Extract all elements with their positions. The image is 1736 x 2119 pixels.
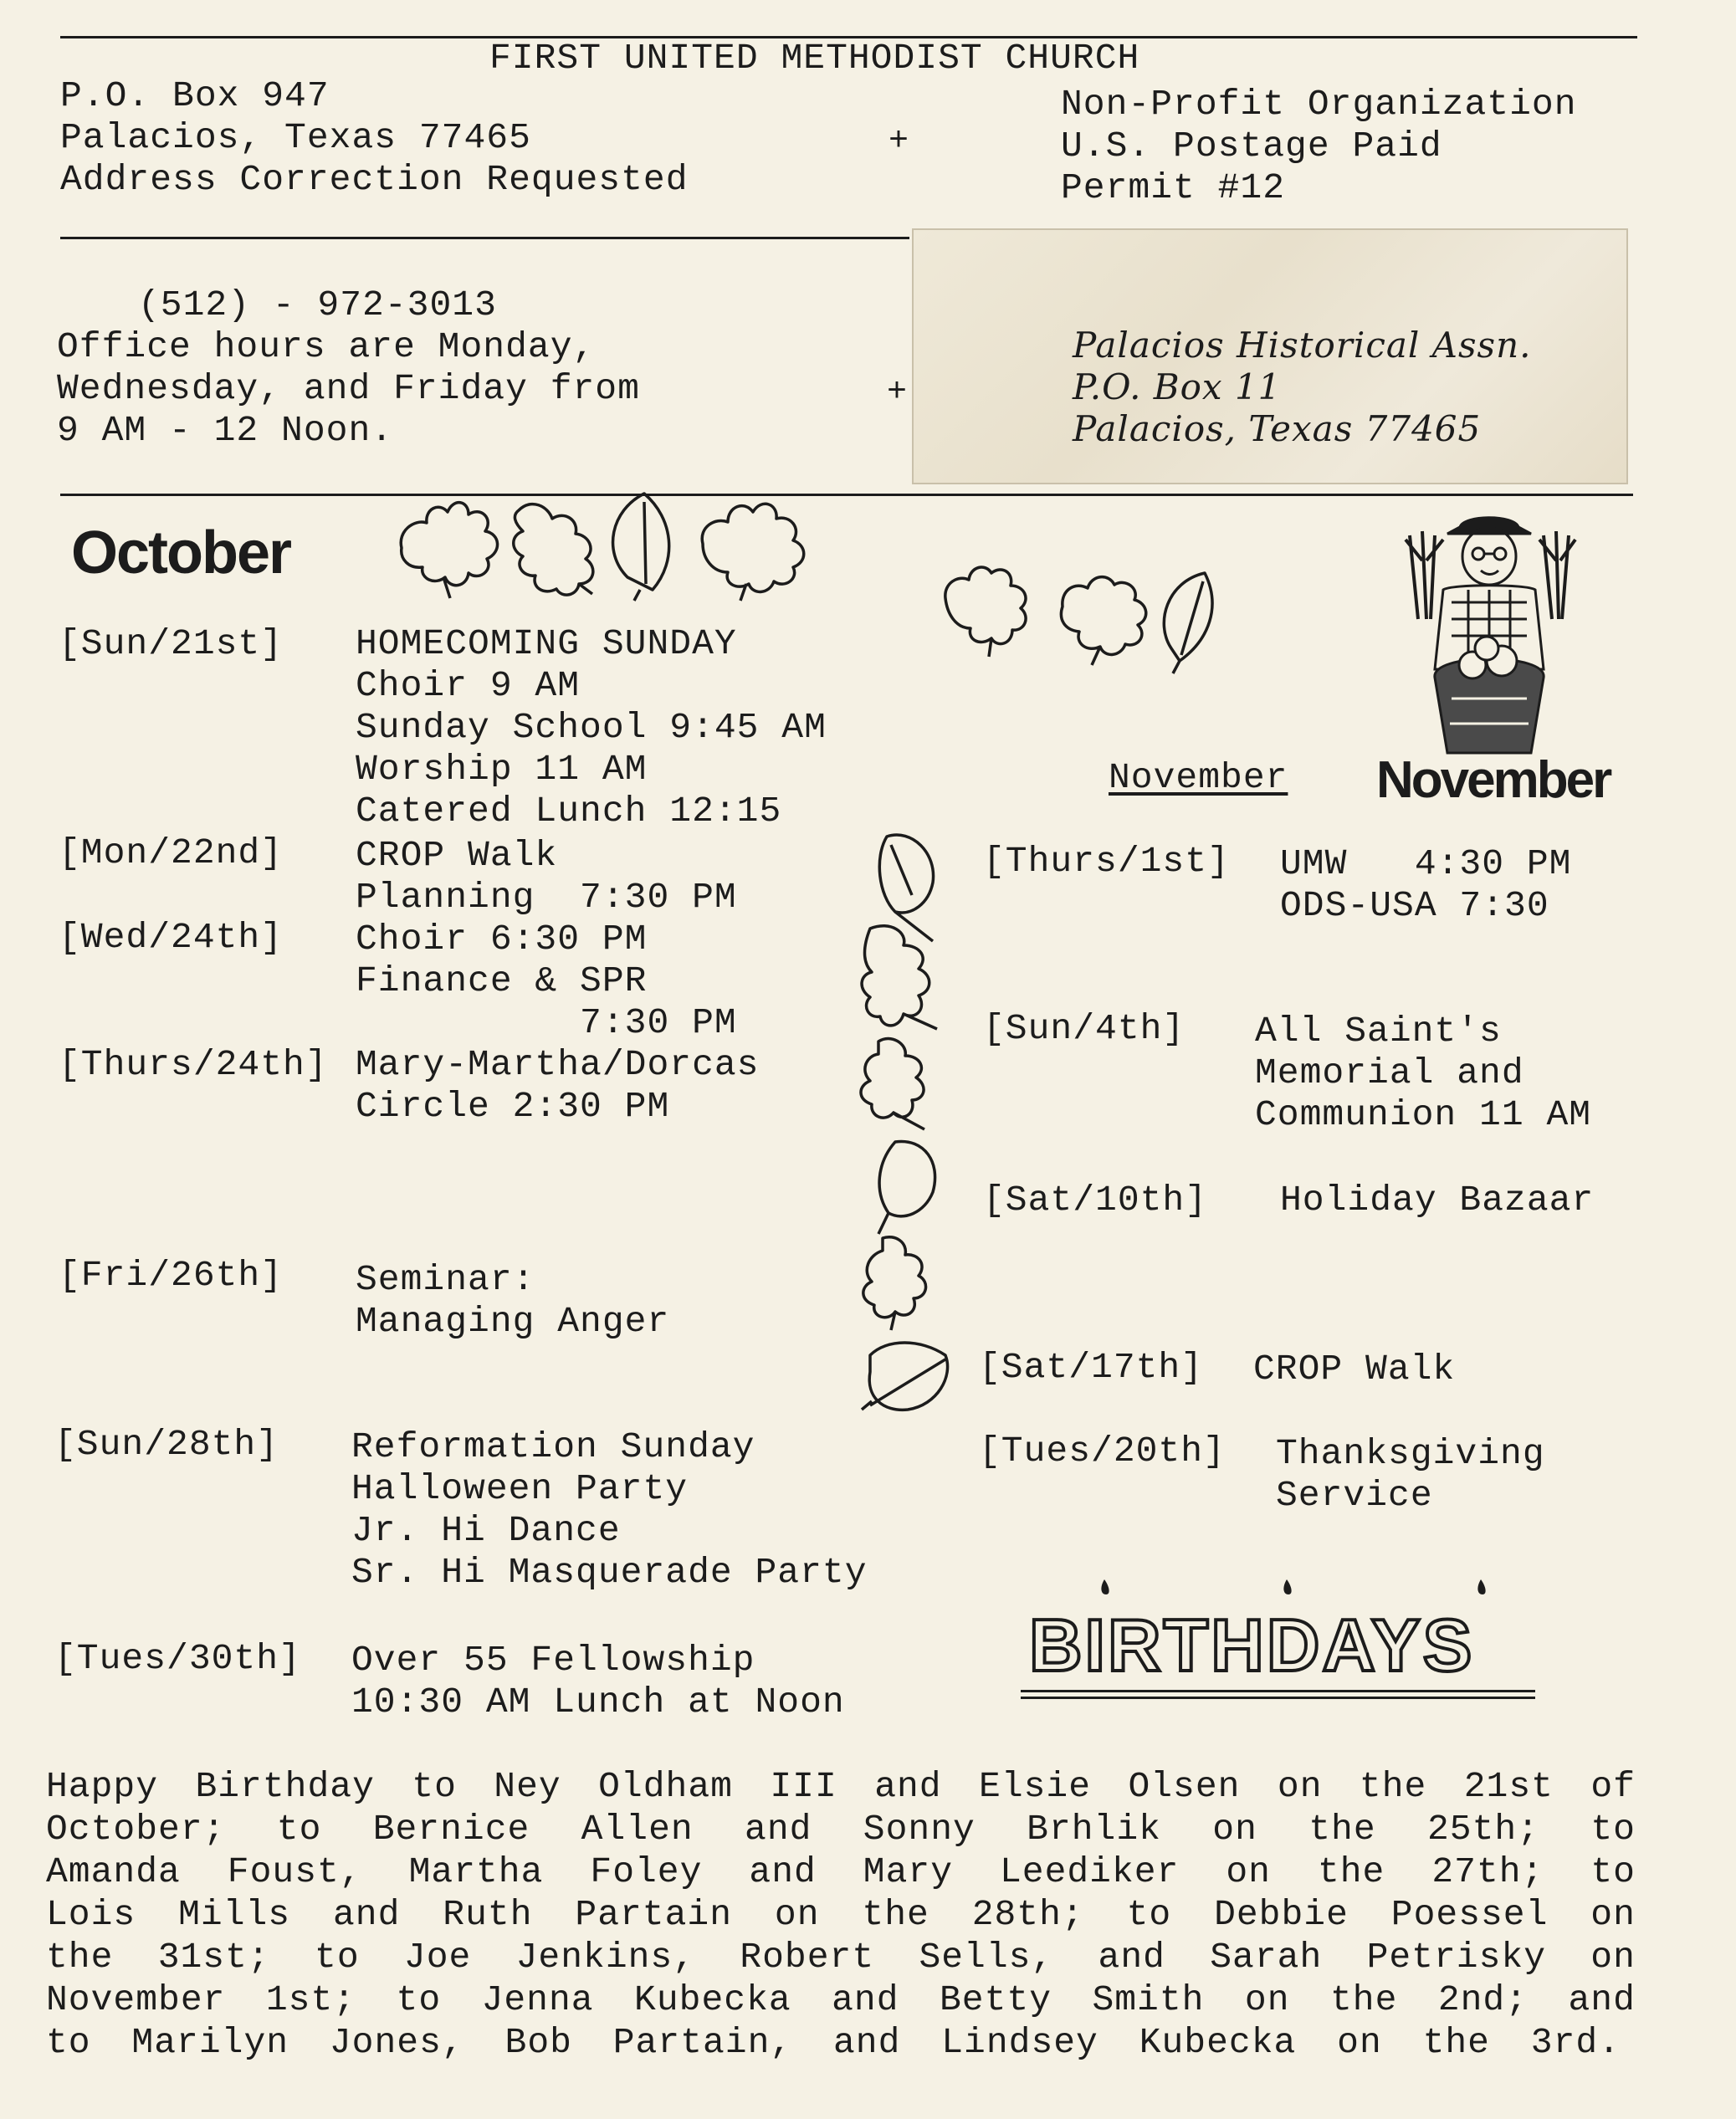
- return-address-line-1: P.O. Box 947: [60, 75, 330, 116]
- event-date: [Tues/20th]: [979, 1431, 1226, 1472]
- event-line: Catered Lunch 12:15: [356, 791, 782, 832]
- event-line: Choir 9 AM: [356, 665, 581, 706]
- elm-leaf-2-icon: [1164, 573, 1212, 673]
- postage-line-3: Permit #12: [1061, 167, 1286, 208]
- paragraph-line: November 1st; to Jenna Kubecka and Betty Smith on the 2nd; and: [46, 1979, 1636, 2020]
- event-line: Communion 11 AM: [1255, 1094, 1592, 1135]
- birthdays-heading: [1021, 1573, 1535, 1707]
- postage-line-2: U.S. Postage Paid: [1061, 125, 1442, 166]
- event-line: HOMECOMING SUNDAY: [356, 623, 737, 664]
- event-date: [Sat/10th]: [983, 1180, 1208, 1221]
- column-leaf-5-icon: [863, 1237, 926, 1330]
- paragraph-line: Happy Birthday to Ney Oldham III and Elsie Olsen on the 21st of: [46, 1766, 1636, 1807]
- event-date: [Mon/22nd]: [59, 832, 284, 873]
- october-heading: October: [71, 520, 291, 586]
- event-line: 10:30 AM Lunch at Noon: [351, 1681, 845, 1722]
- event-date: [Sun/21st]: [59, 623, 284, 664]
- farmer-illustration-icon: [1385, 510, 1594, 761]
- office-hours-line-3: 9 AM - 12 Noon.: [57, 410, 394, 451]
- event-date: [Fri/26th]: [59, 1255, 284, 1296]
- event-line: Choir 6:30 PM: [356, 919, 648, 960]
- event-line: Reformation Sunday: [351, 1426, 755, 1467]
- event-line: Managing Anger: [356, 1301, 670, 1342]
- event-date: [Sun/4th]: [983, 1008, 1185, 1049]
- return-address-line-2: Palacios, Texas 77465: [60, 117, 531, 158]
- event-date: [Sat/17th]: [979, 1347, 1204, 1388]
- leaf-column-icon: [845, 820, 970, 1472]
- event-line: All Saint's: [1255, 1011, 1502, 1052]
- mailing-label-line-3: Palacios, Texas 77465: [1073, 408, 1482, 449]
- church-name: FIRST UNITED METHODIST CHURCH: [489, 38, 1140, 79]
- event-line: Over 55 Fellowship: [351, 1640, 755, 1681]
- event-line: Holiday Bazaar: [1280, 1180, 1595, 1221]
- office-hours-line-1: Office hours are Monday,: [57, 326, 596, 367]
- maple-leaf-2-icon: [702, 504, 804, 601]
- november-subheading: November: [1109, 757, 1288, 798]
- event-date: [Tues/30th]: [54, 1638, 301, 1679]
- event-line: Memorial and: [1255, 1052, 1524, 1093]
- event-line: Seminar:: [356, 1259, 535, 1300]
- maple-leaf-3-icon: [945, 567, 1026, 657]
- return-address-line-3: Address Correction Requested: [60, 159, 689, 200]
- paragraph-line: Lois Mills and Ruth Partain on the 28th; to Debbie Poessel on: [46, 1894, 1636, 1935]
- header-rule: [60, 237, 909, 239]
- event-line: Sunday School 9:45 AM: [356, 707, 827, 748]
- event-line: Mary-Martha/Dorcas: [356, 1044, 760, 1085]
- november-heading: November: [1376, 751, 1611, 809]
- event-line: Service: [1276, 1475, 1433, 1516]
- candles-icon: [1021, 1573, 1535, 1707]
- paragraph-line: Amanda Foust, Martha Foley and Mary Leediker on the 27th; to: [46, 1851, 1636, 1892]
- column-leaf-6-icon: [862, 1343, 948, 1410]
- event-date: [Wed/24th]: [59, 917, 284, 958]
- event-line: ODS-USA 7:30: [1280, 885, 1549, 926]
- event-line: Sr. Hi Masquerade Party: [351, 1552, 868, 1593]
- maple-leaf-icon: [385, 485, 853, 602]
- oak-leaf-icon: [514, 504, 593, 596]
- paragraph-line: to Marilyn Jones, Bob Partain, and Lindsey Kubecka on the 3rd.: [46, 2022, 1621, 2063]
- event-date: [Thurs/1st]: [983, 841, 1230, 882]
- event-line: Thanksgiving: [1276, 1433, 1545, 1474]
- column-leaf-2-icon: [862, 926, 937, 1029]
- event-line: Halloween Party: [351, 1468, 689, 1509]
- divider-plus-1: +: [888, 123, 910, 161]
- oak-leaf-2-icon: [1061, 577, 1145, 665]
- event-line: Planning 7:30 PM: [356, 877, 737, 918]
- leaf-cluster-icon: [929, 548, 1280, 682]
- elm-leaf-icon: [613, 494, 669, 601]
- maple-leaf-1-icon: [401, 503, 497, 598]
- paragraph-line: the 31st; to Joe Jenkins, Robert Sells, and Sarah Petrisky on: [46, 1937, 1636, 1978]
- mailing-label-line-1: Palacios Historical Assn.: [1073, 325, 1532, 366]
- event-line: Finance & SPR: [356, 960, 648, 1001]
- divider-plus-2: +: [887, 374, 909, 412]
- event-line: Circle 2:30 PM: [356, 1086, 670, 1127]
- event-line: Jr. Hi Dance: [351, 1510, 621, 1551]
- event-line: Worship 11 AM: [356, 749, 648, 790]
- office-hours-line-2: Wednesday, and Friday from: [57, 368, 640, 409]
- paragraph-line: October; to Bernice Allen and Sonny Brhlik on the 25th; to: [46, 1809, 1636, 1850]
- event-line: 7:30 PM: [356, 1002, 737, 1043]
- phone-number: (512) - 972-3013: [138, 284, 497, 325]
- event-line: CROP Walk: [356, 835, 558, 876]
- event-line: UMW 4:30 PM: [1280, 843, 1572, 884]
- column-leaf-3-icon: [861, 1038, 924, 1129]
- birthday-paragraph: [46, 1765, 1636, 2064]
- column-leaf-4-icon: [878, 1141, 935, 1234]
- birthdays-heading-text: BIRTHDAYS: [1029, 1604, 1475, 1686]
- postage-line-1: Non-Profit Organization: [1061, 84, 1577, 125]
- event-date: [Thurs/24th]: [59, 1044, 328, 1085]
- mailing-label-line-2: P.O. Box 11: [1073, 366, 1282, 407]
- event-line: CROP Walk: [1253, 1349, 1456, 1390]
- event-date: [Sun/28th]: [54, 1424, 279, 1465]
